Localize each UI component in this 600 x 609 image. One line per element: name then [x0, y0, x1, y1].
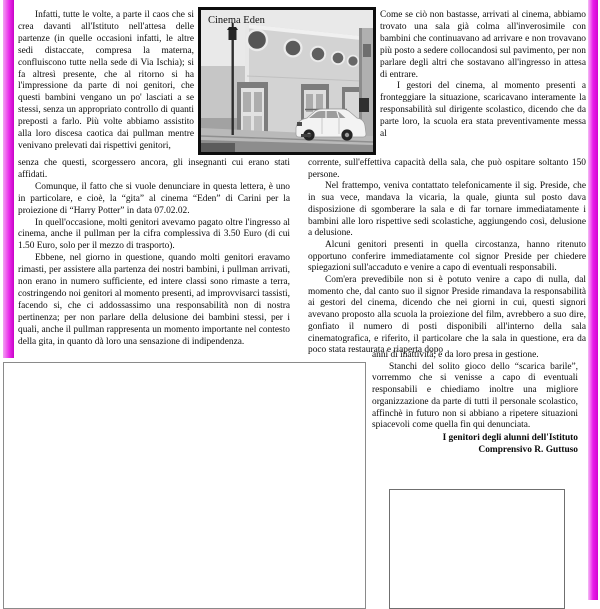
- signature: [372, 433, 578, 456]
- page-rule-right: [588, 0, 598, 600]
- article-right-column-middle: [308, 158, 586, 357]
- article-right-column-bottom: [372, 350, 578, 456]
- signature-line: Comprensivo R. Guttuso: [478, 444, 578, 455]
- page-rule-left: [3, 0, 14, 358]
- paragraph: I gestori del cinema, al momento presenti a fronteggiare la situazione, scaricavano interamente la responsabilità sul dirigente scolastico, dicendo che da parte loro, la scuola era stata preventivamente messa al: [380, 81, 586, 140]
- paragraph: Stanchi del solito gioco dello “scarica barile”, vorremmo che si venisse a capo di eventuali responsabili e chiediamo inoltre una migliore organizzazione da parte di tutti il personale scolastico, affinchè in futuro non si abbiano a ripetere situazioni spiacevoli come quella fin qui denunciata.: [372, 361, 578, 431]
- paragraph: Alcuni genitori presenti in quella circostanza, hanno ritenuto opportuno conferire immediatamente col signor Preside per chiedere spiegazioni sull'accaduto e venire a capo di eventuali responsabili.: [308, 239, 586, 274]
- paragraph: Infatti, tutte le volte, a parte il caos che si crea davanti all'Istituto nell'attesa delle partenze (in quelle occasioni infatti, le altre sedi distaccate, compresa la materna, confluiscono tutte nella sede di Via Ischia); si fa altresì presente, che al ritorno si ha l'impressione da parte di noi genitori, che questi bambini vengano un po' lasciati a se stessi, senza un appropriato controllo di quanti preposti a farlo. Più volte abbiamo assistito alla loro discesa caotica dai pullman mentre venivano prelevati dai rispettivi genitori,: [18, 10, 194, 151]
- empty-frame-bottom-left: [3, 362, 366, 609]
- article-left-column-bottom: [18, 158, 290, 349]
- paragraph: Nel frattempo, veniva contattato telefonicamente il sig. Preside, che in sua vece, mandava la vicaria, la quale, giunta sul posto dava disposizione di sgomberare la sala e di far tornare immediatamente i bambini alle loro rispettive sedi scolastiche, aggiungendo così, delusione a delusione.: [308, 181, 586, 239]
- photo-caption: Cinema Eden: [208, 15, 265, 26]
- paragraph: Com'era prevedibile non si è potuto venire a capo di nulla, dal momento che, dal canto suo il signor Preside rimandava la responsabilità ai gestori del cinema, dicendo che nei giorni in cui, questi signori avevano proposto alla scuola la proiezione del film, avrebbero a suo dire, gonfiato il numero di posti disponibili all'interno della sala cinematografica, e riferito, il particolare che la sala in questione, era da poco stata restaurata e riaperta dopo: [308, 275, 586, 356]
- signature-line: I genitori degli alunni dell'Istituto: [442, 432, 578, 443]
- paragraph: corrente, sull'effettiva capacità della sala, che può ospitare soltanto 150 persone.: [308, 158, 586, 180]
- article-right-column-top: [380, 10, 586, 141]
- paragraph: In quell'occasione, molti genitori avevamo pagato oltre l'ingresso al cinema, anche il pullman per la cifra complessiva di 3.50 Euro (di cui 1.50 Euro, solo per il mezzo di trasporto).: [18, 217, 290, 252]
- empty-frame-bottom-right: [389, 489, 565, 609]
- paragraph: senza che questi, scorgessero ancora, gli insegnanti cui erano stati affidati.: [18, 158, 290, 180]
- paragraph: Ebbene, nel giorno in questione, quando molti genitori eravamo rimasti, per assistere alla partenza dei nostri bambini, i pullman arrivati, non erano in numero sufficiente, ed intere classi sono rimaste a terra, costringendo noi genitori al momento presenti, ad improvvisarci tassisti, facendo si, che ci addossassimo una responsabilità non di nostra pertinenza; per non parlare della delusione dei bambini stessi, per i quali, anche il pullman rappresenta un momento importante nel contesto della gita, in quanto dà loro una sensazione di indipendenza.: [18, 253, 290, 347]
- cinema-photo: [198, 7, 376, 155]
- paragraph: Comunque, il fatto che si vuole denunciare in questa lettera, è uno in particolare, e cioè, la “gita” al cinema “Eden” di Carini per la proiezione di “Harry Potter” in data 07.02.02.: [18, 181, 290, 216]
- paragraph: Come se ciò non bastasse, arrivati al cinema, abbiamo trovato una sala già colma all'inverosimile con bambini che continuavano ad arrivare e non trovavano più posto a sedere collocandosi sul pavimento, per non parlare degli altri che sostavano all'ingresso in attesa di entrare.: [380, 10, 586, 80]
- cinema-photo-illustration: [201, 10, 373, 152]
- article-left-column-top: [18, 10, 194, 153]
- paragraph: anni di inattività, e da loro presa in gestione.: [372, 350, 539, 360]
